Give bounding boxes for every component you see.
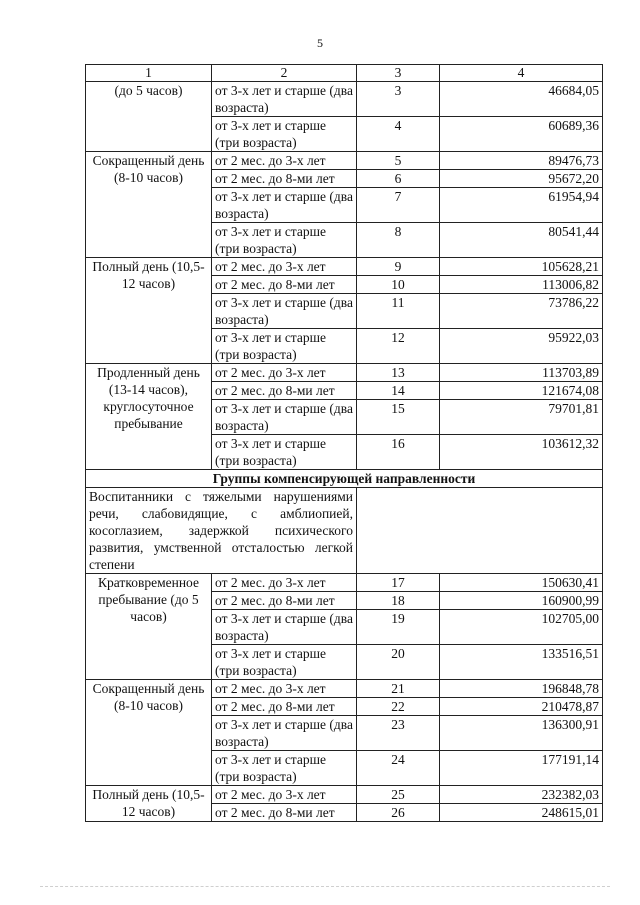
table-row	[86, 364, 603, 382]
column-header-1: 1	[86, 65, 212, 82]
row-number-cell: 10	[357, 276, 440, 294]
amount-cell: 95922,03	[440, 329, 603, 364]
age-group-cell: от 3-х лет и старше (три возраста)	[212, 435, 357, 470]
empty-cell	[357, 488, 603, 574]
amount-cell: 136300,91	[440, 716, 603, 751]
row-number-cell: 7	[357, 188, 440, 223]
row-number-cell: 11	[357, 294, 440, 329]
row-number-cell: 9	[357, 258, 440, 276]
age-group-cell: от 3-х лет и старше (три возраста)	[212, 223, 357, 258]
amount-cell: 46684,05	[440, 82, 603, 117]
age-group-cell: от 3-х лет и старше (три возраста)	[212, 645, 357, 680]
section-description: Воспитанники с тяжелыми нарушениями речи, слабовидящие, с амблиопией, косоглазием, задержкой психического развития, умственной отсталостью легкой степени	[86, 488, 357, 574]
table-row	[86, 258, 603, 276]
age-group-cell: от 2 мес. до 3-х лет	[212, 786, 357, 804]
amount-cell: 248615,01	[440, 804, 603, 822]
section-description-row	[86, 488, 603, 574]
column-header-3: 3	[357, 65, 440, 82]
age-group-cell: от 2 мес. до 3-х лет	[212, 258, 357, 276]
row-number-cell: 18	[357, 592, 440, 610]
table-row	[86, 82, 603, 117]
mode-label: Сокращенный день (8-10 часов)	[86, 152, 212, 258]
amount-cell: 61954,94	[440, 188, 603, 223]
scan-artifact-line	[40, 886, 610, 888]
row-number-cell: 3	[357, 82, 440, 117]
row-number-cell: 8	[357, 223, 440, 258]
age-group-cell: от 3-х лет и старше (два возраста)	[212, 716, 357, 751]
column-header-2: 2	[212, 65, 357, 82]
column-header-4: 4	[440, 65, 603, 82]
age-group-cell: от 2 мес. до 3-х лет	[212, 574, 357, 592]
amount-cell: 177191,14	[440, 751, 603, 786]
row-number-cell: 26	[357, 804, 440, 822]
table-row	[86, 574, 603, 592]
mode-label: Кратковременное пребывание (до 5 часов)	[86, 574, 212, 680]
age-group-cell: от 3-х лет и старше (два возраста)	[212, 294, 357, 329]
mode-label: Полный день (10,5-12 часов)	[86, 786, 212, 822]
row-number-cell: 16	[357, 435, 440, 470]
row-number-cell: 4	[357, 117, 440, 152]
age-group-cell: от 2 мес. до 8-ми лет	[212, 170, 357, 188]
age-group-cell: от 2 мес. до 8-ми лет	[212, 592, 357, 610]
row-number-cell: 20	[357, 645, 440, 680]
row-number-cell: 5	[357, 152, 440, 170]
section-title: Группы компенсирующей направленности	[86, 470, 603, 488]
section-header-row	[86, 470, 603, 488]
age-group-cell: от 3-х лет и старше (два возраста)	[212, 82, 357, 117]
amount-cell: 210478,87	[440, 698, 603, 716]
amount-cell: 160900,99	[440, 592, 603, 610]
amount-cell: 73786,22	[440, 294, 603, 329]
row-number-cell: 14	[357, 382, 440, 400]
row-number-cell: 15	[357, 400, 440, 435]
amount-cell: 113006,82	[440, 276, 603, 294]
age-group-cell: от 2 мес. до 3-х лет	[212, 152, 357, 170]
tariff-table-body	[86, 65, 603, 822]
row-number-cell: 25	[357, 786, 440, 804]
age-group-cell: от 3-х лет и старше (два возраста)	[212, 188, 357, 223]
row-number-cell: 6	[357, 170, 440, 188]
amount-cell: 79701,81	[440, 400, 603, 435]
mode-label: (до 5 часов)	[86, 82, 212, 152]
tariff-table	[85, 64, 603, 822]
row-number-cell: 19	[357, 610, 440, 645]
page-number: 5	[317, 36, 323, 50]
age-group-cell: от 2 мес. до 3-х лет	[212, 364, 357, 382]
row-number-cell: 13	[357, 364, 440, 382]
age-group-cell: от 3-х лет и старше (два возраста)	[212, 610, 357, 645]
column-header-row	[86, 65, 603, 82]
amount-cell: 95672,20	[440, 170, 603, 188]
mode-label: Полный день (10,5-12 часов)	[86, 258, 212, 364]
age-group-cell: от 2 мес. до 8-ми лет	[212, 804, 357, 822]
mode-label: Сокращенный день (8-10 часов)	[86, 680, 212, 786]
amount-cell: 196848,78	[440, 680, 603, 698]
age-group-cell: от 2 мес. до 8-ми лет	[212, 276, 357, 294]
age-group-cell: от 2 мес. до 3-х лет	[212, 680, 357, 698]
amount-cell: 105628,21	[440, 258, 603, 276]
row-number-cell: 22	[357, 698, 440, 716]
amount-cell: 133516,51	[440, 645, 603, 680]
table-row	[86, 786, 603, 804]
amount-cell: 121674,08	[440, 382, 603, 400]
table-row	[86, 680, 603, 698]
amount-cell: 232382,03	[440, 786, 603, 804]
row-number-cell: 17	[357, 574, 440, 592]
age-group-cell: от 2 мес. до 8-ми лет	[212, 382, 357, 400]
amount-cell: 102705,00	[440, 610, 603, 645]
amount-cell: 103612,32	[440, 435, 603, 470]
amount-cell: 150630,41	[440, 574, 603, 592]
age-group-cell: от 3-х лет и старше (два возраста)	[212, 400, 357, 435]
row-number-cell: 12	[357, 329, 440, 364]
age-group-cell: от 3-х лет и старше (три возраста)	[212, 117, 357, 152]
age-group-cell: от 3-х лет и старше (три возраста)	[212, 329, 357, 364]
amount-cell: 60689,36	[440, 117, 603, 152]
mode-label: Продленный день (13-14 часов), круглосуточное пребывание	[86, 364, 212, 470]
table-row	[86, 152, 603, 170]
row-number-cell: 21	[357, 680, 440, 698]
age-group-cell: от 3-х лет и старше (три возраста)	[212, 751, 357, 786]
row-number-cell: 23	[357, 716, 440, 751]
age-group-cell: от 2 мес. до 8-ми лет	[212, 698, 357, 716]
amount-cell: 80541,44	[440, 223, 603, 258]
row-number-cell: 24	[357, 751, 440, 786]
amount-cell: 89476,73	[440, 152, 603, 170]
amount-cell: 113703,89	[440, 364, 603, 382]
